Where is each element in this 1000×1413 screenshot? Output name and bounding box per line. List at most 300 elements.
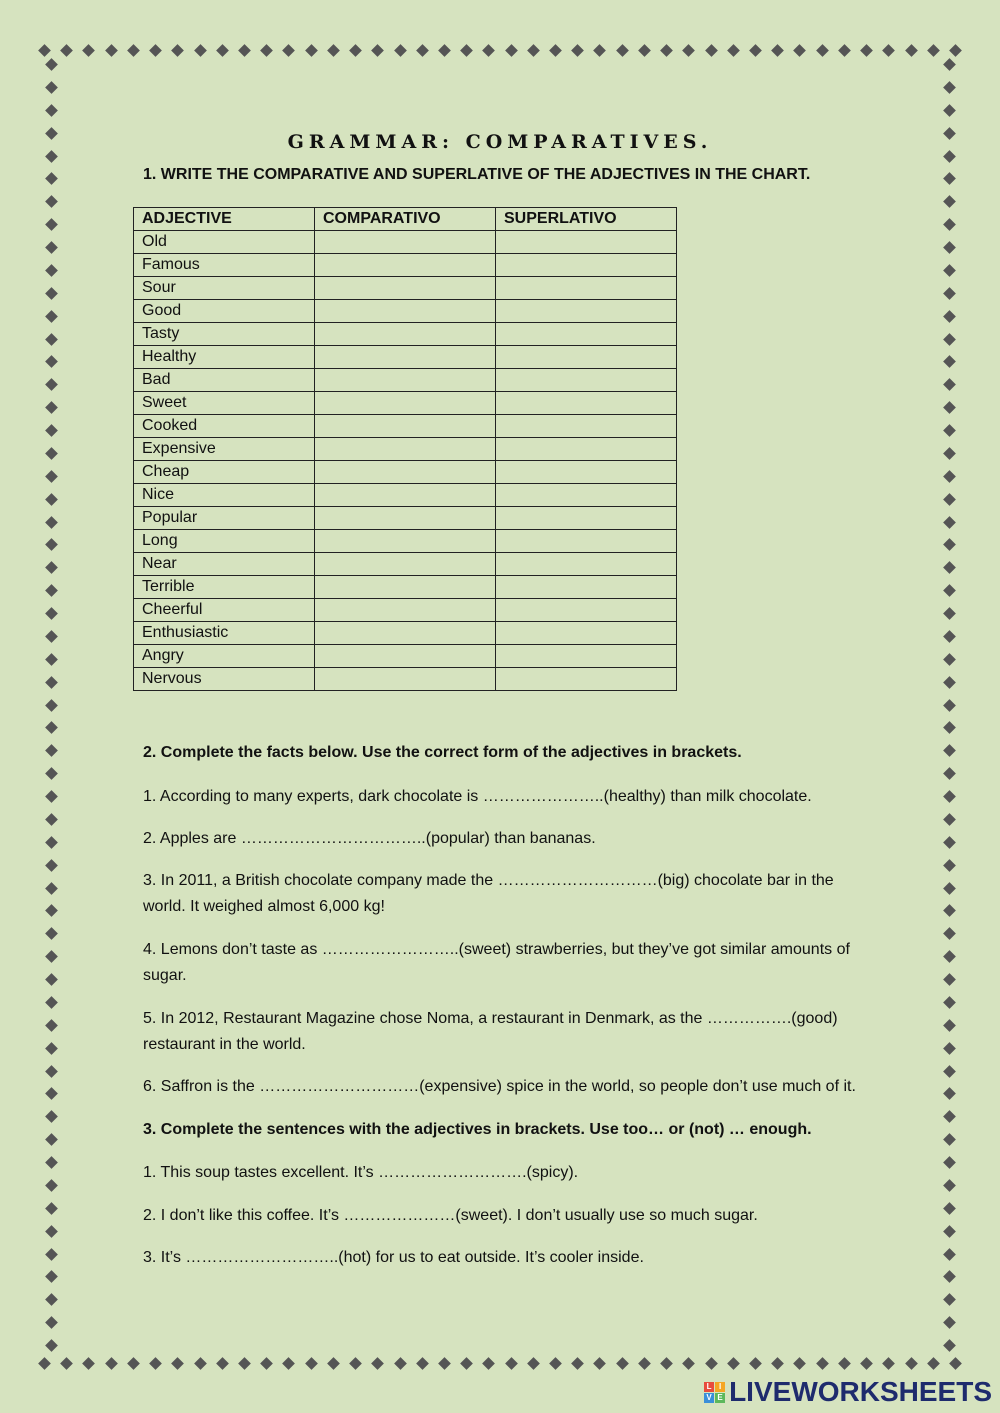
superlative-answer-cell[interactable] — [496, 461, 677, 484]
superlative-answer-cell[interactable] — [496, 369, 677, 392]
border-diamond — [45, 333, 58, 346]
adjective-cell: Cheap — [134, 461, 315, 484]
border-diamond — [60, 1357, 73, 1370]
border-diamond — [943, 996, 956, 1009]
superlative-answer-cell[interactable] — [496, 622, 677, 645]
adjective-cell: Expensive — [134, 438, 315, 461]
table-row — [134, 277, 677, 300]
border-diamond — [45, 1065, 58, 1078]
border-diamond — [45, 218, 58, 231]
border-diamond — [660, 1357, 673, 1370]
table-row — [134, 599, 677, 622]
border-diamond — [45, 1248, 58, 1261]
border-diamond — [216, 1357, 229, 1370]
border-diamond — [927, 44, 940, 57]
adjective-cell: Famous — [134, 254, 315, 277]
border-diamond — [705, 1357, 718, 1370]
border-diamond — [45, 813, 58, 826]
sentence-2: 2. I don’t like this coffee. It’s …………………(sweet). I don’t usually use so much sugar. — [143, 1207, 758, 1224]
border-diamond — [616, 44, 629, 57]
border-diamond — [943, 81, 956, 94]
border-diamond — [505, 1357, 518, 1370]
comparative-answer-cell[interactable] — [315, 507, 496, 530]
border-diamond — [943, 905, 956, 918]
comparative-answer-cell[interactable] — [315, 277, 496, 300]
border-diamond — [45, 1316, 58, 1329]
comparative-answer-cell[interactable] — [315, 231, 496, 254]
border-diamond — [438, 44, 451, 57]
border-diamond — [45, 447, 58, 460]
border-diamond — [45, 1110, 58, 1123]
border-diamond — [594, 1357, 607, 1370]
adjective-cell: Popular — [134, 507, 315, 530]
comparative-answer-cell[interactable] — [315, 415, 496, 438]
border-diamond — [45, 1019, 58, 1032]
border-diamond — [594, 44, 607, 57]
border-diamond — [45, 264, 58, 277]
border-diamond — [943, 1202, 956, 1215]
border-diamond — [194, 1357, 207, 1370]
fact-2: 2. Apples are ……………………………..(popular) than bananas. — [143, 830, 596, 847]
border-diamond — [283, 1357, 296, 1370]
comparative-answer-cell[interactable] — [315, 530, 496, 553]
superlative-answer-cell[interactable] — [496, 415, 677, 438]
border-diamond — [943, 333, 956, 346]
border-diamond — [45, 699, 58, 712]
border-diamond — [943, 1293, 956, 1306]
border-top — [40, 40, 960, 60]
sentence-1: 1. This soup tastes excellent. It’s ……………………….(spicy). — [143, 1164, 579, 1181]
border-diamond — [943, 104, 956, 117]
border-diamond — [943, 173, 956, 186]
border-diamond — [943, 630, 956, 643]
fact-6: 6. Saffron is the …………………………(expensive) spice in the world, so people don’t use much of it. — [143, 1078, 856, 1095]
comparative-answer-cell[interactable] — [315, 346, 496, 369]
border-diamond — [45, 1225, 58, 1238]
border-diamond — [616, 1357, 629, 1370]
fact-5: 5. In 2012, Restaurant Magazine chose Noma, a restaurant in Denmark, as the …………….(good) restaurant in the world. — [143, 1010, 838, 1053]
border-diamond — [171, 1357, 184, 1370]
border-diamond — [460, 1357, 473, 1370]
table-row — [134, 553, 677, 576]
border-diamond — [45, 1088, 58, 1101]
border-diamond — [283, 44, 296, 57]
border-diamond — [943, 287, 956, 300]
border-diamond — [371, 44, 384, 57]
border-diamond — [238, 44, 251, 57]
table-row — [134, 300, 677, 323]
logo-letter: L — [704, 1382, 714, 1392]
comparative-answer-cell[interactable] — [315, 668, 496, 691]
border-diamond — [816, 44, 829, 57]
border-diamond — [45, 81, 58, 94]
adjective-cell: Tasty — [134, 323, 315, 346]
superlative-answer-cell[interactable] — [496, 254, 677, 277]
border-diamond — [45, 1339, 58, 1352]
adjective-cell: Angry — [134, 645, 315, 668]
border-diamond — [943, 653, 956, 666]
border-bottom — [40, 1353, 960, 1373]
border-diamond — [727, 44, 740, 57]
border-diamond — [943, 836, 956, 849]
border-diamond — [305, 44, 318, 57]
superlative-answer-cell[interactable] — [496, 300, 677, 323]
border-diamond — [45, 653, 58, 666]
border-diamond — [149, 1357, 162, 1370]
table-row — [134, 461, 677, 484]
comparative-answer-cell[interactable] — [315, 599, 496, 622]
border-diamond — [943, 356, 956, 369]
superlative-answer-cell[interactable] — [496, 346, 677, 369]
table-row — [134, 346, 677, 369]
border-diamond — [438, 1357, 451, 1370]
task1-heading: 1. WRITE THE COMPARATIVE AND SUPERLATIVE OF THE ADJECTIVES IN THE CHART. — [143, 166, 811, 183]
comparative-answer-cell[interactable] — [315, 484, 496, 507]
logo-letter: V — [704, 1393, 714, 1403]
table-row — [134, 369, 677, 392]
border-right — [939, 60, 959, 1350]
superlative-answer-cell[interactable] — [496, 323, 677, 346]
logo-letter: E — [715, 1393, 725, 1403]
adjective-cell: Cheerful — [134, 599, 315, 622]
comparative-answer-cell[interactable] — [315, 369, 496, 392]
border-diamond — [943, 401, 956, 414]
border-diamond — [127, 44, 140, 57]
border-diamond — [45, 310, 58, 323]
border-diamond — [705, 44, 718, 57]
border-diamond — [38, 44, 51, 57]
border-diamond — [943, 1339, 956, 1352]
border-diamond — [771, 1357, 784, 1370]
border-diamond — [483, 44, 496, 57]
watermark-text: LIVEWORKSHEETS — [729, 1376, 992, 1407]
border-diamond — [816, 1357, 829, 1370]
border-diamond — [943, 561, 956, 574]
border-diamond — [416, 44, 429, 57]
border-diamond — [45, 493, 58, 506]
table-row — [134, 622, 677, 645]
border-diamond — [45, 539, 58, 552]
border-diamond — [305, 1357, 318, 1370]
border-diamond — [943, 424, 956, 437]
table-row — [134, 438, 677, 461]
border-diamond — [45, 676, 58, 689]
border-diamond — [45, 516, 58, 529]
border-diamond — [943, 950, 956, 963]
col-header-adjective: ADJECTIVE — [134, 208, 315, 231]
superlative-answer-cell[interactable] — [496, 277, 677, 300]
table-header-row — [134, 208, 677, 231]
border-diamond — [727, 1357, 740, 1370]
border-diamond — [45, 1179, 58, 1192]
superlative-answer-cell[interactable] — [496, 668, 677, 691]
border-diamond — [483, 1357, 496, 1370]
border-diamond — [45, 1156, 58, 1169]
comparative-answer-cell[interactable] — [315, 392, 496, 415]
border-diamond — [45, 790, 58, 803]
border-diamond — [260, 1357, 273, 1370]
border-diamond — [943, 1133, 956, 1146]
table-body — [134, 231, 677, 691]
border-diamond — [943, 1042, 956, 1055]
border-diamond — [460, 44, 473, 57]
border-diamond — [943, 378, 956, 391]
border-diamond — [38, 1357, 51, 1370]
border-diamond — [171, 44, 184, 57]
border-diamond — [327, 44, 340, 57]
fact-3: 3. In 2011, a British chocolate company made the …………………………(big) chocolate bar in the world. It weighed almost 6,000 kg! — [143, 872, 834, 915]
border-diamond — [127, 1357, 140, 1370]
adjective-cell: Sweet — [134, 392, 315, 415]
border-diamond — [943, 676, 956, 689]
border-diamond — [943, 539, 956, 552]
border-diamond — [45, 607, 58, 620]
border-diamond — [943, 1156, 956, 1169]
border-diamond — [943, 1019, 956, 1032]
superlative-answer-cell[interactable] — [496, 484, 677, 507]
superlative-answer-cell[interactable] — [496, 231, 677, 254]
border-diamond — [943, 195, 956, 208]
border-diamond — [860, 44, 873, 57]
superlative-answer-cell[interactable] — [496, 553, 677, 576]
border-diamond — [943, 584, 956, 597]
task2-heading: 2. Complete the facts below. Use the correct form of the adjectives in brackets. — [143, 744, 742, 761]
border-diamond — [45, 58, 58, 71]
border-diamond — [943, 699, 956, 712]
border-diamond — [45, 173, 58, 186]
border-diamond — [45, 561, 58, 574]
col-header-comparative: COMPARATIVO — [315, 208, 496, 231]
border-diamond — [943, 447, 956, 460]
border-diamond — [45, 356, 58, 369]
border-diamond — [943, 1316, 956, 1329]
border-diamond — [943, 493, 956, 506]
table-row — [134, 668, 677, 691]
border-diamond — [60, 44, 73, 57]
border-diamond — [83, 44, 96, 57]
border-diamond — [45, 882, 58, 895]
superlative-answer-cell[interactable] — [496, 530, 677, 553]
fact-1: 1. According to many experts, dark chocolate is …………………..(healthy) than milk chocolate. — [143, 788, 812, 805]
border-diamond — [943, 744, 956, 757]
border-diamond — [149, 44, 162, 57]
table-row — [134, 507, 677, 530]
comparative-answer-cell[interactable] — [315, 576, 496, 599]
border-diamond — [943, 722, 956, 735]
border-diamond — [505, 44, 518, 57]
fact-4: 4. Lemons don’t taste as ……………………..(sweet) strawberries, but they’ve got similar amounts of sugar. — [143, 941, 850, 984]
border-diamond — [45, 1202, 58, 1215]
comparative-answer-cell[interactable] — [315, 300, 496, 323]
border-diamond — [45, 836, 58, 849]
superlative-answer-cell[interactable] — [496, 392, 677, 415]
border-diamond — [638, 1357, 651, 1370]
adjective-cell: Good — [134, 300, 315, 323]
page-title: GRAMMAR: COMPARATIVES. — [287, 130, 713, 153]
border-diamond — [349, 1357, 362, 1370]
border-diamond — [45, 1293, 58, 1306]
border-diamond — [838, 1357, 851, 1370]
adjective-cell: Healthy — [134, 346, 315, 369]
adjective-cell: Old — [134, 231, 315, 254]
border-diamond — [943, 859, 956, 872]
table-row — [134, 231, 677, 254]
border-diamond — [45, 241, 58, 254]
border-diamond — [549, 44, 562, 57]
liveworksheets-logo-icon — [704, 1382, 725, 1403]
col-header-superlative: SUPERLATIVO — [496, 208, 677, 231]
border-diamond — [45, 378, 58, 391]
superlative-answer-cell[interactable] — [496, 599, 677, 622]
border-diamond — [571, 1357, 584, 1370]
border-diamond — [949, 44, 962, 57]
comparative-answer-cell[interactable] — [315, 461, 496, 484]
border-diamond — [943, 882, 956, 895]
border-diamond — [749, 1357, 762, 1370]
border-diamond — [794, 44, 807, 57]
border-diamond — [45, 470, 58, 483]
border-diamond — [105, 44, 118, 57]
adjective-cell: Enthusiastic — [134, 622, 315, 645]
table-row — [134, 484, 677, 507]
table-row — [134, 530, 677, 553]
border-diamond — [794, 1357, 807, 1370]
border-diamond — [527, 44, 540, 57]
border-diamond — [45, 1271, 58, 1284]
border-diamond — [943, 927, 956, 940]
border-diamond — [45, 1133, 58, 1146]
comparative-answer-cell[interactable] — [315, 438, 496, 461]
adjective-cell: Near — [134, 553, 315, 576]
border-diamond — [45, 195, 58, 208]
border-diamond — [943, 58, 956, 71]
comparative-answer-cell[interactable] — [315, 254, 496, 277]
border-diamond — [45, 744, 58, 757]
adjective-cell: Sour — [134, 277, 315, 300]
border-diamond — [327, 1357, 340, 1370]
border-diamond — [394, 44, 407, 57]
border-diamond — [943, 516, 956, 529]
border-diamond — [45, 584, 58, 597]
border-diamond — [371, 1357, 384, 1370]
logo-letter: I — [715, 1382, 725, 1392]
border-diamond — [45, 973, 58, 986]
border-diamond — [45, 104, 58, 117]
border-diamond — [943, 264, 956, 277]
comparative-answer-cell[interactable] — [315, 553, 496, 576]
table-row — [134, 576, 677, 599]
border-diamond — [549, 1357, 562, 1370]
table-row — [134, 392, 677, 415]
table-row — [134, 323, 677, 346]
border-diamond — [943, 813, 956, 826]
adjective-cell: Bad — [134, 369, 315, 392]
border-diamond — [860, 1357, 873, 1370]
border-diamond — [416, 1357, 429, 1370]
border-diamond — [45, 722, 58, 735]
border-diamond — [943, 470, 956, 483]
comparative-answer-cell[interactable] — [315, 323, 496, 346]
border-diamond — [882, 1357, 895, 1370]
border-diamond — [838, 44, 851, 57]
table-row — [134, 415, 677, 438]
border-diamond — [527, 1357, 540, 1370]
adjective-cell: Terrible — [134, 576, 315, 599]
border-diamond — [83, 1357, 96, 1370]
border-diamond — [238, 1357, 251, 1370]
border-diamond — [45, 424, 58, 437]
comparative-answer-cell[interactable] — [315, 622, 496, 645]
border-diamond — [45, 287, 58, 300]
border-diamond — [943, 241, 956, 254]
border-diamond — [216, 44, 229, 57]
sentence-3: 3. It’s ………………………..(hot) for us to eat outside. It’s cooler inside. — [143, 1249, 644, 1266]
border-left — [41, 60, 61, 1350]
border-diamond — [45, 401, 58, 414]
superlative-answer-cell[interactable] — [496, 645, 677, 668]
adjective-cell: Nice — [134, 484, 315, 507]
adjective-cell: Long — [134, 530, 315, 553]
border-diamond — [260, 44, 273, 57]
border-diamond — [905, 44, 918, 57]
border-diamond — [660, 44, 673, 57]
adjective-cell: Cooked — [134, 415, 315, 438]
table-row — [134, 645, 677, 668]
superlative-answer-cell[interactable] — [496, 507, 677, 530]
border-diamond — [927, 1357, 940, 1370]
border-diamond — [943, 1088, 956, 1101]
border-diamond — [45, 767, 58, 780]
border-diamond — [943, 767, 956, 780]
border-diamond — [194, 44, 207, 57]
border-diamond — [349, 44, 362, 57]
border-diamond — [394, 1357, 407, 1370]
border-diamond — [682, 44, 695, 57]
border-diamond — [943, 973, 956, 986]
border-diamond — [943, 1065, 956, 1078]
border-diamond — [45, 950, 58, 963]
border-diamond — [943, 1110, 956, 1123]
border-diamond — [882, 44, 895, 57]
border-diamond — [45, 630, 58, 643]
border-diamond — [105, 1357, 118, 1370]
border-diamond — [943, 1248, 956, 1261]
border-diamond — [943, 218, 956, 231]
border-diamond — [571, 44, 584, 57]
border-diamond — [45, 1042, 58, 1055]
border-diamond — [943, 1179, 956, 1192]
superlative-answer-cell[interactable] — [496, 438, 677, 461]
border-diamond — [943, 1225, 956, 1238]
comparative-answer-cell[interactable] — [315, 645, 496, 668]
border-diamond — [949, 1357, 962, 1370]
superlative-answer-cell[interactable] — [496, 576, 677, 599]
border-diamond — [905, 1357, 918, 1370]
task3-heading: 3. Complete the sentences with the adjectives in brackets. Use too… or (not) … enough. — [143, 1121, 812, 1138]
border-diamond — [943, 1271, 956, 1284]
border-diamond — [45, 859, 58, 872]
adjectives-table — [133, 207, 677, 691]
liveworksheets-watermark — [704, 1377, 992, 1407]
border-diamond — [682, 1357, 695, 1370]
border-diamond — [45, 996, 58, 1009]
table-row — [134, 254, 677, 277]
adjective-cell: Nervous — [134, 668, 315, 691]
border-diamond — [45, 927, 58, 940]
border-diamond — [771, 44, 784, 57]
border-diamond — [943, 310, 956, 323]
border-diamond — [638, 44, 651, 57]
